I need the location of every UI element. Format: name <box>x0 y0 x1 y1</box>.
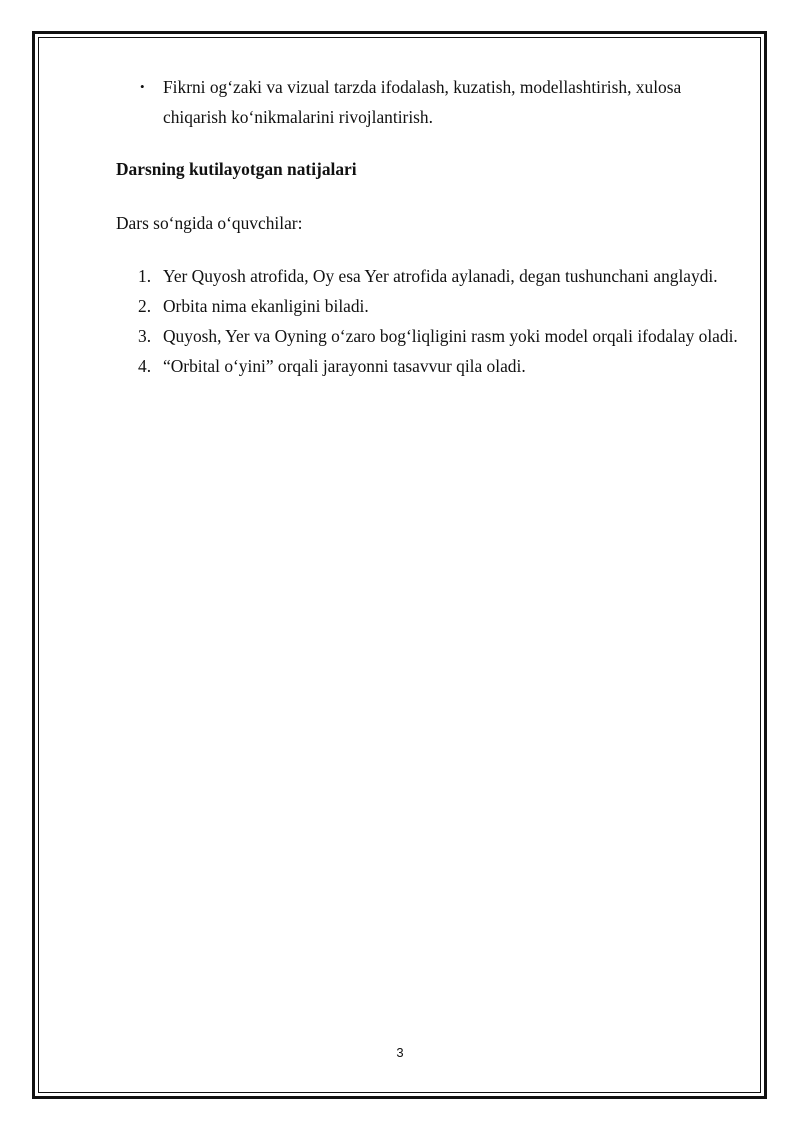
document-body <box>116 72 746 381</box>
outcome-text: Yer Quyosh atrofida, Oy esa Yer atrofida aylanadi, degan tushunchani anglaydi. <box>163 266 718 286</box>
bullet-text: Fikrni og‘zaki va vizual tarzda ifodalash, kuzatish, modellashtirish, xulosa chiqarish ko‘nikmalarini rivojlantirish. <box>163 77 682 127</box>
outcome-item <box>116 261 746 291</box>
intro-paragraph: Dars so‘ngida o‘quvchilar: <box>116 213 303 233</box>
outcome-text: “Orbital o‘yini” orqali jarayonni tasavvur qila oladi. <box>163 356 526 376</box>
bullet-item <box>116 72 746 132</box>
outcome-number: 1. <box>138 266 152 286</box>
outcome-number: 3. <box>138 326 152 346</box>
outcome-item <box>116 321 746 351</box>
outcome-item <box>116 351 746 381</box>
page-number: 3 <box>396 1045 404 1060</box>
outcome-text: Orbita nima ekanligini biladi. <box>163 296 369 316</box>
outcome-item <box>116 291 746 321</box>
bullet-icon: • <box>140 79 145 94</box>
skills-bullet-list <box>116 72 746 132</box>
outcomes-list <box>116 261 746 381</box>
outcome-text: Quyosh, Yer va Oyning o‘zaro bog‘liqligini rasm yoki model orqali ifodalay oladi. <box>163 326 738 346</box>
outcome-number: 4. <box>138 356 152 376</box>
outcome-number: 2. <box>138 296 152 316</box>
section-heading: Darsning kutilayotgan natijalari <box>116 159 357 179</box>
